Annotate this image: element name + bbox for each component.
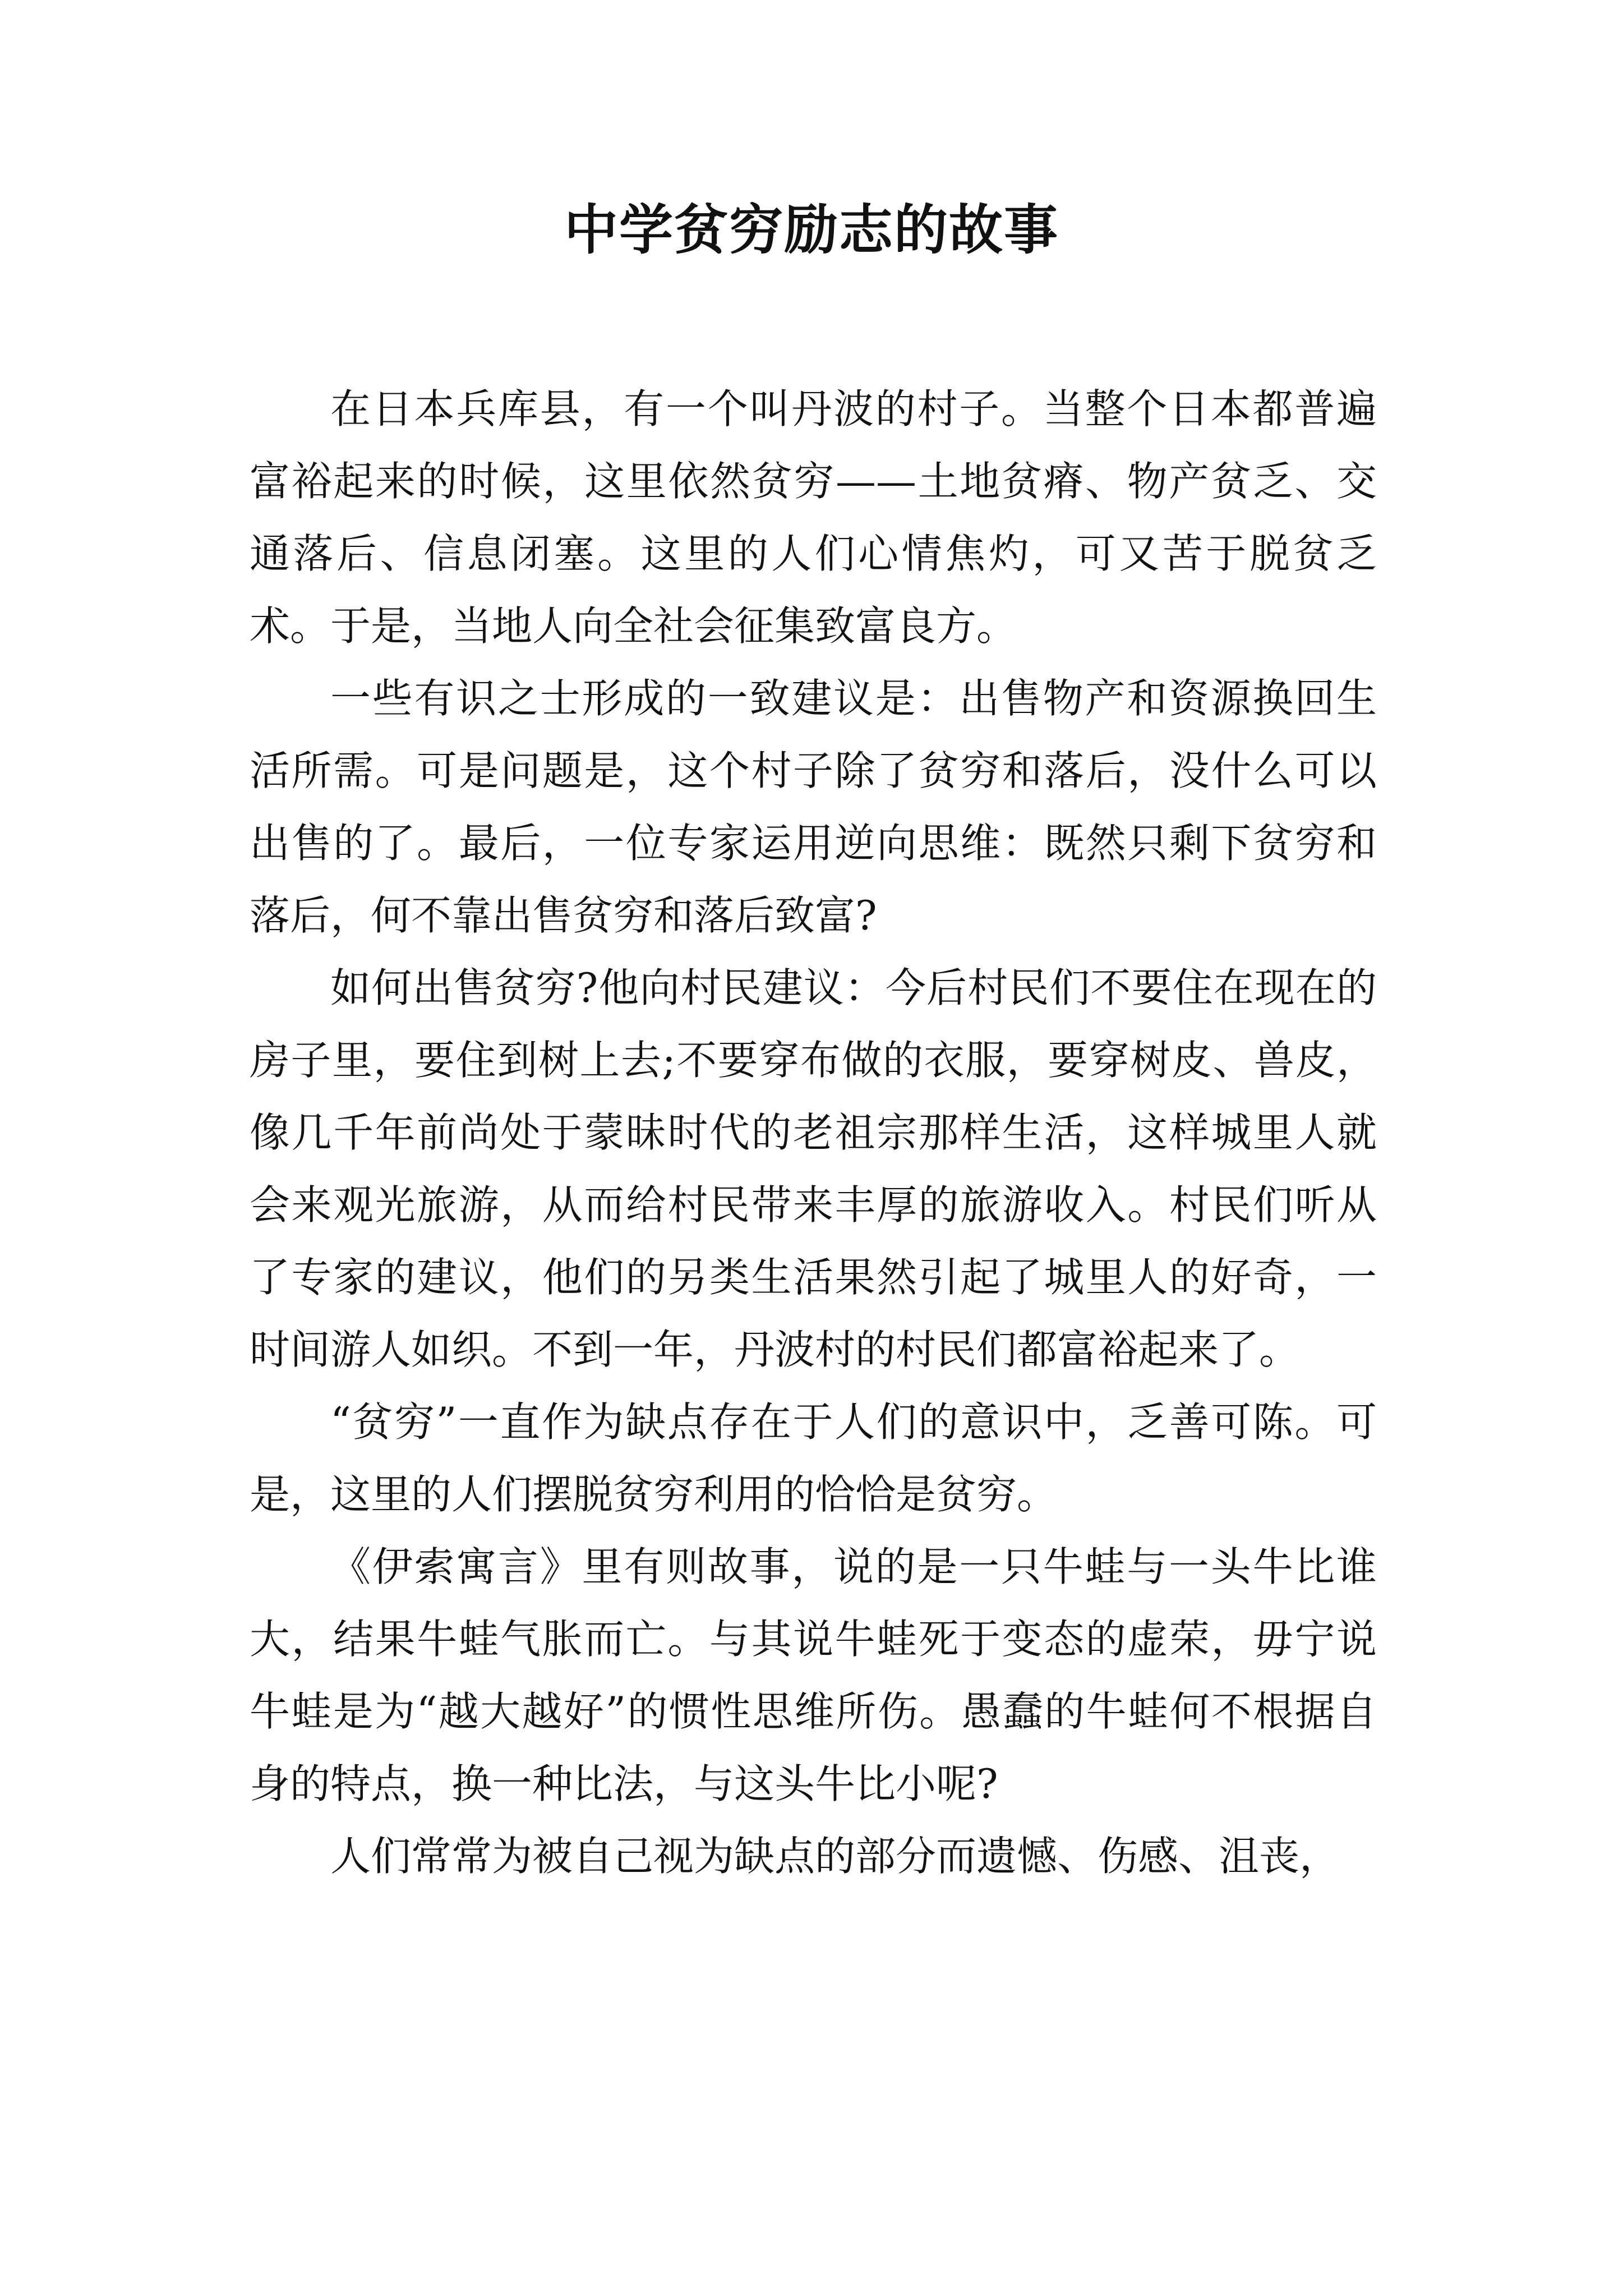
document-title: 中学贫穷励志的故事 [564,198,1059,261]
paragraph-2: 一些有识之士形成的一致建议是：出售物产和资源换回生活所需。可是问题是，这个村子除了贫穷和落后，没什么可以出售的了。最后，一位专家运用逆向思维：既然只剩下贫穷和落后，何不靠出售贫穷和落后致富? [250,675,1377,939]
paragraph-4: “贫穷”一直作为缺点存在于人们的意识中，乏善可陈。可是，这里的人们摆脱贫穷利用的恰恰是贫穷。 [250,1398,1377,1518]
document-body [250,373,1377,1893]
paragraph-6: 人们常常为被自己视为缺点的部分而遗憾、伤感、沮丧， [330,1833,1340,1880]
paragraph-3: 如何出售贫穷?他向村民建议：今后村民们不要住在现在的房子里，要住到树上去;不要穿布做的衣服，要穿树皮、兽皮，像几千年前尚处于蒙昧时代的老祖宗那样生活，这样城里人就会来观光旅游，从而给村民带来丰厚的旅游收入。村民们听从了专家的建议，他们的另类生活果然引起了城里人的好奇，一时间游人如织。不到一年，丹波村的村民们都富裕起来了。 [250,964,1377,1373]
paragraph-5: 《伊索寓言》里有则故事，说的是一只牛蛙与一头牛比谁大，结果牛蛙气胀而亡。与其说牛蛙死于变态的虚荣，毋宁说牛蛙是为“越大越好”的惯性思维所伤。愚蠢的牛蛙何不根据自身的特点，换一种比法，与这头牛比小呢? [250,1543,1377,1807]
paragraph-1: 在日本兵库县，有一个叫丹波的村子。当整个日本都普遍富裕起来的时候，这里依然贫穷——土地贫瘠、物产贫乏、交通落后、信息闭塞。这里的人们心情焦灼，可又苦于脱贫乏术。于是，当地人向全社会征集致富良方。 [250,385,1377,650]
